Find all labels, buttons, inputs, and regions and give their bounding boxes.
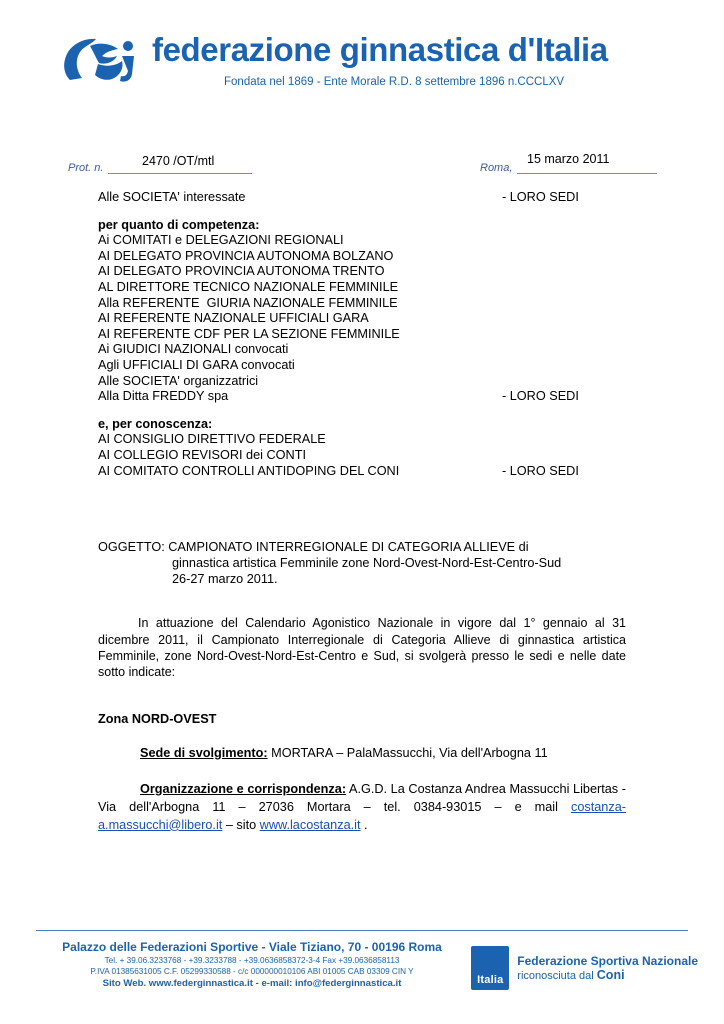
recipient-freddy bbox=[98, 389, 724, 405]
coni-line-2-pre: riconosciuta dal bbox=[517, 969, 597, 982]
competence-heading: per quanto di competenza: bbox=[98, 217, 260, 232]
page-footer bbox=[0, 928, 724, 1024]
intro-text: In attuazione del Calendario Agonistico Nazionale in vigore dal 1° gennaio al 31 dicembre 2011, il Campionato Interregionale di Categoria Allieve di ginnastica artistica Femminile, zone Nord-Ovest-Nord-Est-Centro e Sud, si svolgerà presso le sedi e nelle date sotto indicate: bbox=[98, 616, 626, 680]
recipient-item: Alle SOCIETA' organizzatrici bbox=[98, 373, 259, 388]
protocol-row bbox=[0, 148, 724, 176]
knowledge-heading: e, per conoscenza: bbox=[98, 416, 213, 431]
footer-line-1: Palazzo delle Federazioni Sportive - Viale Tiziano, 70 - 00196 Roma bbox=[62, 940, 442, 954]
recipient-antidoping bbox=[98, 464, 724, 480]
document-body bbox=[0, 190, 724, 834]
fgi-logo-icon bbox=[62, 34, 148, 86]
recipient-item: AL DIRETTORE TECNICO NAZIONALE FEMMINILE bbox=[98, 279, 399, 294]
recipient-item: AI REFERENTE NAZIONALE UFFICIALI GARA bbox=[98, 311, 369, 326]
letterhead bbox=[0, 18, 724, 100]
coni-line-2-bold: Coni bbox=[596, 967, 625, 982]
footer-divider bbox=[36, 930, 688, 931]
recipient-item: Ai GIUDICI NAZIONALI convocati bbox=[98, 342, 289, 357]
coni-line-1: Federazione Sportiva Nazionale bbox=[517, 953, 698, 968]
prot-rule bbox=[108, 173, 252, 174]
prot-label: Prot. n. bbox=[68, 162, 104, 174]
org-email-link[interactable]: costanza-a.massucchi@libero.it bbox=[98, 799, 626, 832]
prot-value: 2470 /OT/mtl bbox=[142, 154, 215, 168]
footer-line-2: Tel. + 39.06.3233768 - +39.3233788 - +39.0636858372-3-4 Fax +39.0636858113 bbox=[104, 956, 400, 965]
recipient-item: AI COLLEGIO REVISORI dei CONTI bbox=[98, 447, 306, 462]
zone-org-text-3: . bbox=[360, 817, 368, 832]
recipient-freddy-label: Alla Ditta FREDDY spa bbox=[98, 389, 229, 404]
intro-paragraph bbox=[0, 615, 724, 681]
date-value: 15 marzo 2011 bbox=[527, 152, 610, 166]
zone-venue-value: MORTARA – PalaMassucchi, Via dell'Arbogna 11 bbox=[267, 745, 548, 760]
date-rule bbox=[517, 173, 657, 174]
federation-title: federazione ginnastica d'Italia bbox=[152, 31, 608, 68]
subject-line-3: 26-27 marzo 2011. bbox=[172, 572, 278, 587]
footer-address-block bbox=[42, 940, 462, 991]
roma-label: Roma, bbox=[480, 162, 513, 174]
recipient-item: AI CONSIGLIO DIRETTIVO FEDERALE bbox=[98, 432, 326, 447]
recipient-freddy-sedi: - LORO SEDI bbox=[502, 389, 579, 404]
recipient-item: Ai COMITATI e DELEGAZIONI REGIONALI bbox=[98, 233, 344, 248]
zone-venue bbox=[0, 745, 724, 762]
recipient-societa-sedi: - LORO SEDI bbox=[502, 190, 579, 204]
zone-org-text-2: – sito bbox=[222, 817, 260, 832]
zone-org-label: Organizzazione e corrispondenza: bbox=[140, 781, 347, 796]
subject-block bbox=[0, 539, 724, 587]
footer-line-3: P.IVA 01385631005 C.F. 05299330588 - c/c 000000010106 ABI 01005 CAB 03309 CIN Y bbox=[90, 967, 414, 976]
italia-badge-icon: Italia bbox=[471, 946, 509, 990]
zone-title: Zona NORD-OVEST bbox=[98, 711, 217, 726]
recipient-item: Agli UFFICIALI DI GARA convocati bbox=[98, 357, 295, 372]
recipient-societa-label: Alle SOCIETA' interessate bbox=[98, 190, 246, 204]
coni-recognition bbox=[471, 942, 698, 994]
zone-organization bbox=[0, 780, 724, 834]
recipient-item: Alla REFERENTE GIURIA NAZIONALE FEMMINILE bbox=[98, 295, 398, 310]
federation-subtitle: Fondata nel 1869 - Ente Morale R.D. 8 settembre 1896 n.CCCLXV bbox=[224, 76, 565, 88]
recipients-block bbox=[0, 190, 724, 479]
recipient-antidoping-label: AI COMITATO CONTROLLI ANTIDOPING DEL CONI bbox=[98, 463, 400, 478]
recipient-societa bbox=[98, 190, 724, 206]
recipient-antidoping-sedi: - LORO SEDI bbox=[502, 463, 579, 478]
footer-line-4: Sito Web. www.federginnastica.it - e-mail: info@federginnastica.it bbox=[102, 978, 402, 989]
recipient-item: AI REFERENTE CDF PER LA SEZIONE FEMMINILE bbox=[98, 326, 400, 341]
zone-org-text-1: A.G.D. La Costanza Andrea Massucchi Libertas - Via dell'Arbogna 11 – 27036 Mortara – tel. 0384-93015 – e mail bbox=[98, 781, 627, 814]
org-website-link[interactable]: www.lacostanza.it bbox=[259, 817, 361, 832]
zone-venue-label: Sede di svolgimento: bbox=[140, 745, 268, 760]
subject-line-2: ginnastica artistica Femminile zone Nord-Ovest-Nord-Est-Centro-Sud bbox=[172, 556, 562, 571]
recipient-item: AI DELEGATO PROVINCIA AUTONOMA TRENTO bbox=[98, 264, 385, 279]
recipient-item: AI DELEGATO PROVINCIA AUTONOMA BOLZANO bbox=[98, 248, 394, 263]
subject-line-1: OGGETTO: CAMPIONATO INTERREGIONALE DI CATEGORIA ALLIEVE di bbox=[98, 540, 529, 555]
